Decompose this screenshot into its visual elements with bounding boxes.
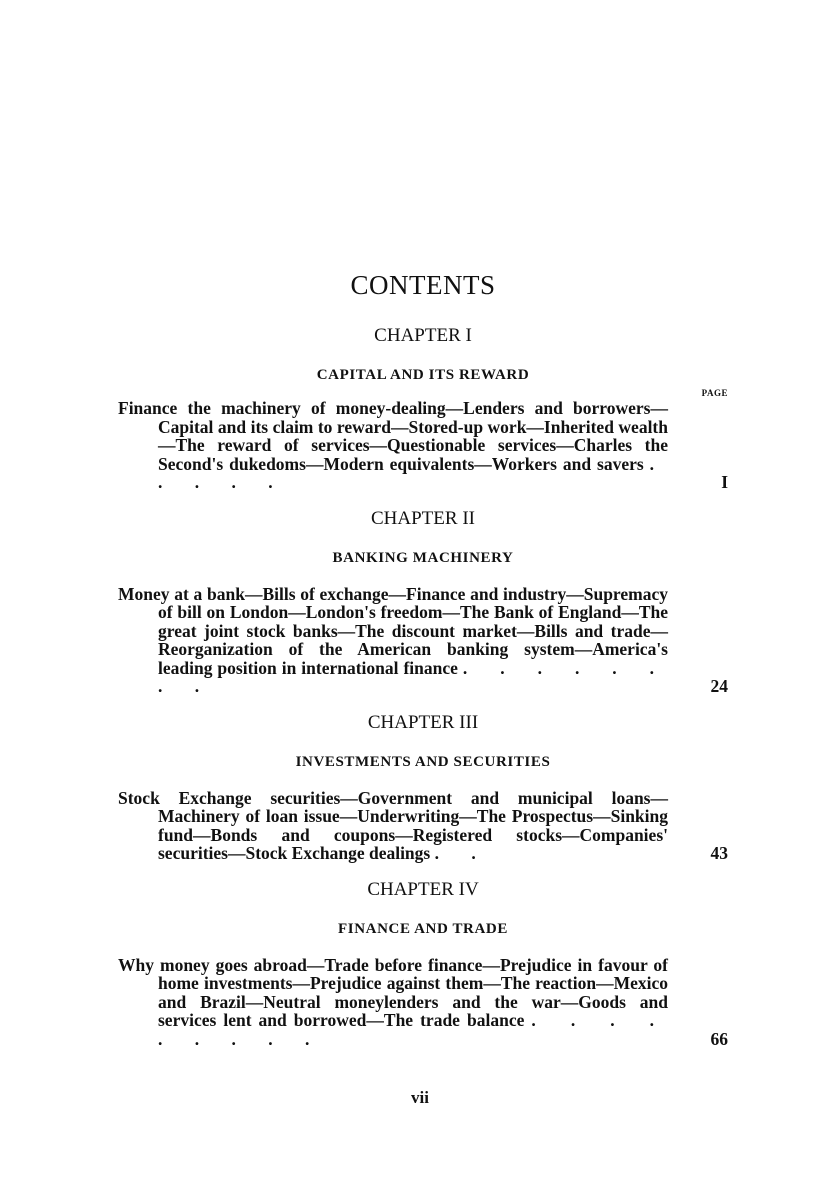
dot-leaders: . . . . . [158,453,668,492]
summary-text: Finance the machinery of money-dealing—Lenders and borrowers—Capital and its claim to reward—Stored-up work—Inherited wealth—The reward of services—Questionable services—Charles the Second's dukedoms—Modern equivalents—Workers and savers [118,398,668,474]
page-number: 24 [710,676,728,696]
summary-text: Stock Exchange securities—Government and municipal loans—Machinery of loan issue—Underwriting—The Prospectus—Sinking fund—Bonds and coupons—Registered stocks—Companies' securities—Stock Exchange dealings [118,787,668,863]
chapter-subtitle: BANKING MACHINERY [332,549,514,566]
chapter-2 [118,508,728,696]
summary-text: Why money goes abroad—Trade before finance—Prejudice in favour of home investments—Prejudice against them—The reaction—Mexico and Brazil—Neutral moneylenders and the war—Goods and services lent and borrowed—The trade balance [118,954,668,1030]
chapter-heading: CHAPTER IV [367,878,479,900]
chapter-summary [118,956,684,1049]
page-number: 43 [710,843,728,863]
chapter-3 [118,712,728,863]
chapter-subtitle: INVESTMENTS AND SECURITIES [295,753,551,770]
page-column-label: PAGE [701,388,728,398]
toc-entry [118,789,728,863]
page-folio: vii [411,1088,429,1107]
toc-entry [118,956,728,1049]
chapter-subtitle: FINANCE AND TRADE [338,920,508,937]
chapter-heading: CHAPTER I [374,325,472,346]
chapter-summary [118,789,684,863]
chapter-heading: CHAPTER III [367,711,479,733]
chapter-4 [118,879,728,1049]
chapter-heading: CHAPTER II [371,507,475,529]
toc-entry [118,399,728,492]
chapter-summary [118,399,684,492]
dot-leaders: . . [434,843,490,863]
page-number: 66 [710,1028,728,1049]
chapter-subtitle: CAPITAL AND ITS REWARD [316,367,530,383]
page-number: I [721,472,728,492]
contents-page [118,270,728,1064]
dot-leaders: . . . . . . . . [158,657,669,696]
summary-text: Money at a bank—Bills of exchange—Finance and industry—Supremacy of bill on London—London's freedom—The Bank of England—The great joint stock banks—The discount market—Bills and trade—Reorganization of the American banking system—America's leading position in international finance [118,583,668,678]
chapter-summary [118,585,684,696]
dot-leaders: . . . . . . . . . [158,1010,669,1049]
page-title: CONTENTS [350,270,496,300]
chapter-1 [118,325,728,492]
toc-entry [118,585,728,696]
